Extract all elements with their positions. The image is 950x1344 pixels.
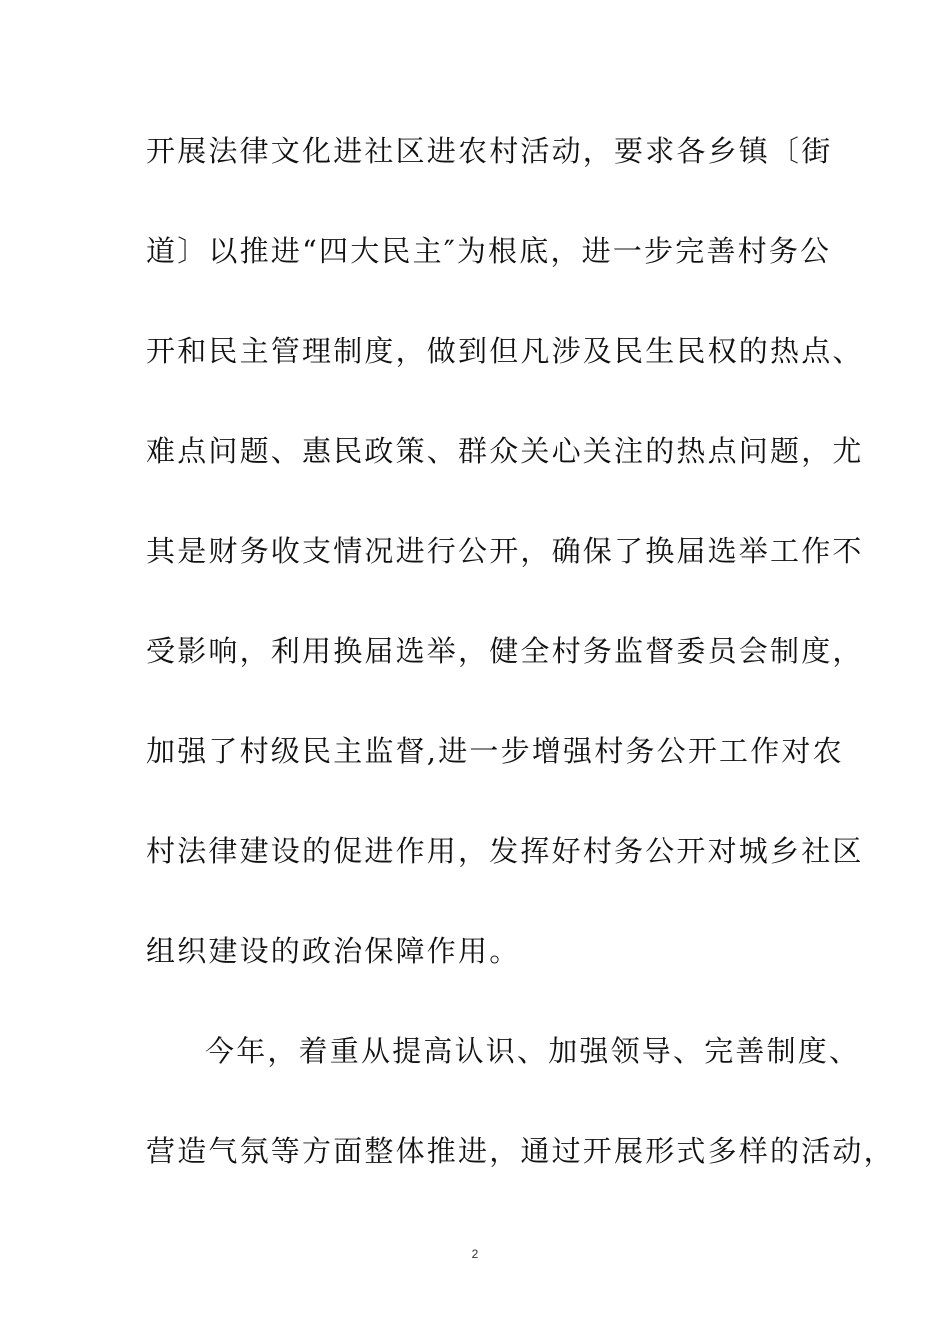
text-line: 加强了村级民主监督,进一步增强村务公开工作对农 bbox=[146, 734, 844, 768]
text-line: 道〕以推进“四大民主″为根底，进一步完善村务公 bbox=[146, 234, 832, 268]
text-line: 开和民主管理制度，做到但凡涉及民生民权的热点、 bbox=[146, 334, 864, 368]
text-line: 营造气氛等方面整体推进，通过开展形式多样的活动， bbox=[146, 1134, 895, 1168]
text-line: 组织建设的政治保障作用。 bbox=[146, 934, 521, 968]
page-number: 2 bbox=[471, 1247, 479, 1261]
text-line: 受影响，利用换届选举，健全村务监督委员会制度， bbox=[146, 634, 864, 668]
paragraph-first-line: 今年，着重从提高认识、加强领导、完善制度、 bbox=[205, 1034, 861, 1068]
text-line: 开展法律文化进社区进农村活动，要求各乡镇〔街 bbox=[146, 134, 833, 168]
text-line: 村法律建设的促进作用，发挥好村务公开对城乡社区 bbox=[146, 834, 864, 868]
text-line: 其是财务收支情况进行公开，确保了换届选举工作不 bbox=[146, 534, 864, 568]
text-line: 难点问题、惠民政策、群众关心关注的热点问题，尤 bbox=[146, 434, 864, 468]
